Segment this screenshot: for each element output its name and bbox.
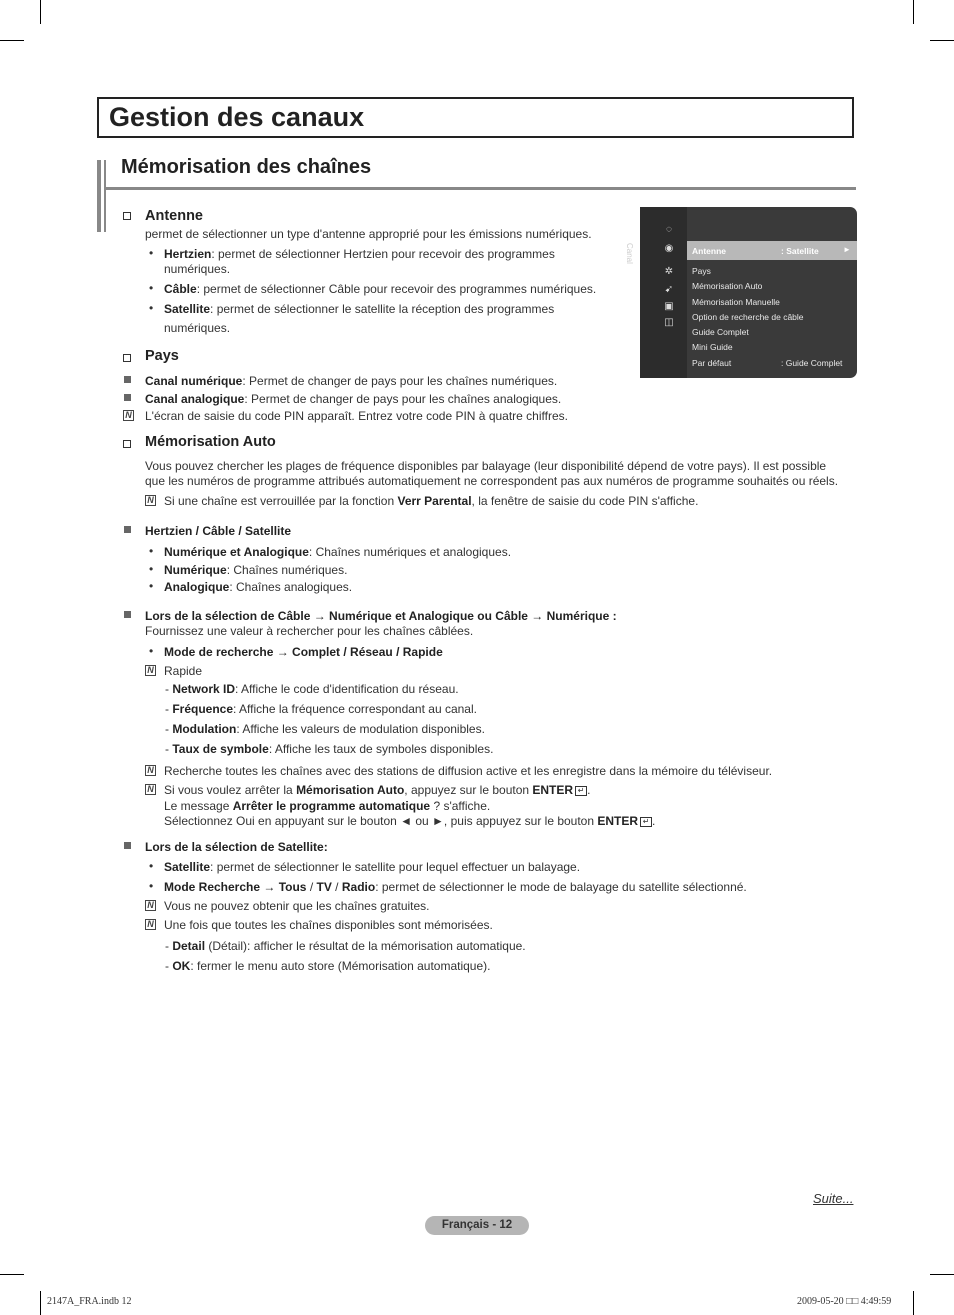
square-bullet-icon <box>124 526 131 533</box>
antenne-item-hertzien-cont: numériques. <box>164 262 231 276</box>
section-bar <box>104 160 106 232</box>
osd-item-memo-manuelle[interactable]: Mémorisation Manuelle <box>692 297 780 307</box>
checkbox-icon <box>123 440 131 448</box>
crop-mark <box>913 0 914 24</box>
sound-icon: ◫ <box>664 317 674 328</box>
osd-item-mini-guide[interactable]: Mini Guide <box>692 342 733 352</box>
memo-para-line2: que les numéros de programme attribués automatiquement ne correspondent pas aux numéros de programme souhaités ou réels. <box>145 474 839 488</box>
page-title: Gestion des canaux <box>109 102 365 132</box>
sat-dash-detail: - Detail (Détail): afficher le résultat de la mémorisation automatique. <box>165 939 526 953</box>
sat-note-memorisees: Une fois que toutes les chaînes disponibles sont mémorisées. <box>164 918 493 932</box>
hcs-item-num-ana: Numérique et Analogique: Chaînes numériques et analogiques. <box>164 545 512 559</box>
osd-item-par-defaut[interactable]: Par défaut <box>692 358 732 368</box>
pays-item-analogique: Canal analogique: Permet de changer de pays pour les chaînes analogiques. <box>145 392 562 406</box>
osd-item-memo-auto[interactable]: Mémorisation Auto <box>692 281 763 291</box>
square-bullet-icon <box>124 611 131 618</box>
section-rule <box>106 187 856 190</box>
channel-icon: ◉ <box>664 243 674 254</box>
pays-note: L'écran de saisie du code PIN apparaît. Entrez votre code PIN à quatre chiffres. <box>145 409 568 423</box>
page-number-badge: Français - 12 <box>425 1216 529 1235</box>
osd-menu <box>625 207 857 378</box>
note-icon: N <box>145 784 156 795</box>
suite-link[interactable]: Suite... <box>813 1191 854 1206</box>
bullet-icon: • <box>149 579 154 593</box>
memo-note-parental: Si une chaîne est verrouillée par la fonction Verr Parental, la fenêtre de saisie du code PIN s'affiche. <box>164 494 699 508</box>
antenne-heading: Antenne <box>145 208 203 224</box>
antenne-item-satellite-cont: numériques. <box>164 321 231 335</box>
osd-item-option-cable[interactable]: Option de recherche de câble <box>692 312 804 322</box>
note-recherche: Recherche toutes les chaînes avec des stations de diffusion active et les enregistre dans la mémoire du téléviseur. <box>164 764 773 778</box>
crop-mark <box>930 40 954 41</box>
cable-heading: Lors de la sélection de Câble → Numérique et Analogique ou Câble → Numérique : <box>145 609 617 623</box>
picture-icon: ▣ <box>664 301 674 312</box>
memo-para-line1: Vous pouvez chercher les plages de fréquence disponibles par balayage (leur disponibilité dépend de votre pays). Il est possible <box>145 459 827 473</box>
antenne-intro: permet de sélectionner un type d'antenne approprié pour les émissions numériques. <box>145 227 592 241</box>
dash-item-network-id: - Network ID: Affiche le code d'identification du réseau. <box>165 682 459 696</box>
dash-item-modulation: - Modulation: Affiche les valeurs de modulation disponibles. <box>165 722 485 736</box>
crop-mark <box>913 1291 914 1315</box>
note-icon: N <box>145 495 156 506</box>
sat-dash-ok: - OK: fermer le menu auto store (Mémorisation automatique). <box>165 959 491 973</box>
section-bar <box>97 160 101 232</box>
bullet-icon: • <box>149 246 154 260</box>
bullet-icon: • <box>149 859 154 873</box>
section-title: Mémorisation des chaînes <box>121 156 372 178</box>
crop-mark <box>40 1291 41 1315</box>
note-icon: N <box>123 410 134 421</box>
bullet-icon: • <box>149 879 154 893</box>
hcs-heading: Hertzien / Câble / Satellite <box>145 524 292 538</box>
osd-item-pays[interactable]: Pays <box>692 266 711 276</box>
sat-item-mode: Mode Recherche → Tous / TV / Radio: permet de sélectionner le mode de balayage du satellite sélectionné. <box>164 880 747 894</box>
crop-mark <box>0 40 24 41</box>
footer-file-info: 2147A_FRA.indb 12 <box>47 1296 132 1307</box>
hcs-item-num: Numérique: Chaînes numériques. <box>164 563 348 577</box>
bullet-icon: • <box>149 301 154 315</box>
sat-item-satellite: Satellite: permet de sélectionner le satellite pour lequel effectuer un balayage. <box>164 860 581 874</box>
osd-side-label: Canal <box>625 243 634 264</box>
enter-icon: ↵ <box>575 786 587 796</box>
antenne-item-satellite: Satellite: permet de sélectionner le satellite la réception des programmes <box>164 302 555 316</box>
checkbox-icon <box>123 212 131 220</box>
bullet-icon: • <box>149 644 154 658</box>
note-icon: N <box>145 900 156 911</box>
gear-icon: ✲ <box>664 266 674 277</box>
osd-value-par-defaut: : Guide Complet <box>781 358 843 368</box>
pays-heading: Pays <box>145 348 179 364</box>
input-icon: ◌ <box>666 224 672 235</box>
mode-recherche-line: Mode de recherche → Complet / Réseau / Rapide <box>164 645 443 659</box>
rapide-label: Rapide <box>164 664 203 678</box>
signal-icon: ➹ <box>664 284 674 295</box>
footer-timestamp: 2009-05-20 □□ 4:49:59 <box>797 1296 892 1307</box>
pays-item-numerique: Canal numérique: Permet de changer de pays pour les chaînes numériques. <box>145 374 558 388</box>
select-line: Sélectionnez Oui en appuyant sur le bouton ◄ ou ►, puis appuyez sur le bouton ENTER ↵ . <box>164 814 656 828</box>
page-title-box <box>97 97 854 138</box>
square-bullet-icon <box>124 376 131 383</box>
bullet-icon: • <box>149 562 154 576</box>
note-arreter: Si vous voulez arrêter la Mémorisation Auto, appuyez sur le bouton ENTER ↵ . <box>164 783 591 797</box>
osd-item-guide-complet[interactable]: Guide Complet <box>692 327 749 337</box>
osd-value-antenne: : Satellite <box>781 246 819 256</box>
bullet-icon: • <box>149 281 154 295</box>
osd-item-antenne[interactable]: Antenne <box>692 246 726 256</box>
dash-item-taux: - Taux de symbole: Affiche les taux de symboles disponibles. <box>165 742 494 756</box>
hcs-item-ana: Analogique: Chaînes analogiques. <box>164 580 353 594</box>
cable-sub: Fournissez une valeur à rechercher pour les chaînes câblées. <box>145 624 474 638</box>
note-icon: N <box>145 665 156 676</box>
square-bullet-icon <box>124 842 131 849</box>
arrow-right-icon: ► <box>843 245 851 254</box>
crop-mark <box>40 0 41 24</box>
antenne-item-cable: Câble: permet de sélectionner Câble pour recevoir des programmes numériques. <box>164 282 597 296</box>
crop-mark <box>930 1274 954 1275</box>
square-bullet-icon <box>124 394 131 401</box>
note-icon: N <box>145 765 156 776</box>
antenne-item-hertzien: Hertzien: permet de sélectionner Hertzien pour recevoir des programmes <box>164 247 555 261</box>
crop-mark <box>0 1274 24 1275</box>
message-line: Le message Arrêter le programme automatique ? s'affiche. <box>164 799 491 813</box>
bullet-icon: • <box>149 544 154 558</box>
enter-icon: ↵ <box>640 817 652 827</box>
checkbox-icon <box>123 354 131 362</box>
dash-item-frequence: - Fréquence: Affiche la fréquence correspondant au canal. <box>165 702 477 716</box>
memo-heading: Mémorisation Auto <box>145 434 276 450</box>
sat-heading: Lors de la sélection de Satellite: <box>145 840 328 854</box>
sat-note-gratuites: Vous ne pouvez obtenir que les chaînes gratuites. <box>164 899 430 913</box>
note-icon: N <box>145 919 156 930</box>
